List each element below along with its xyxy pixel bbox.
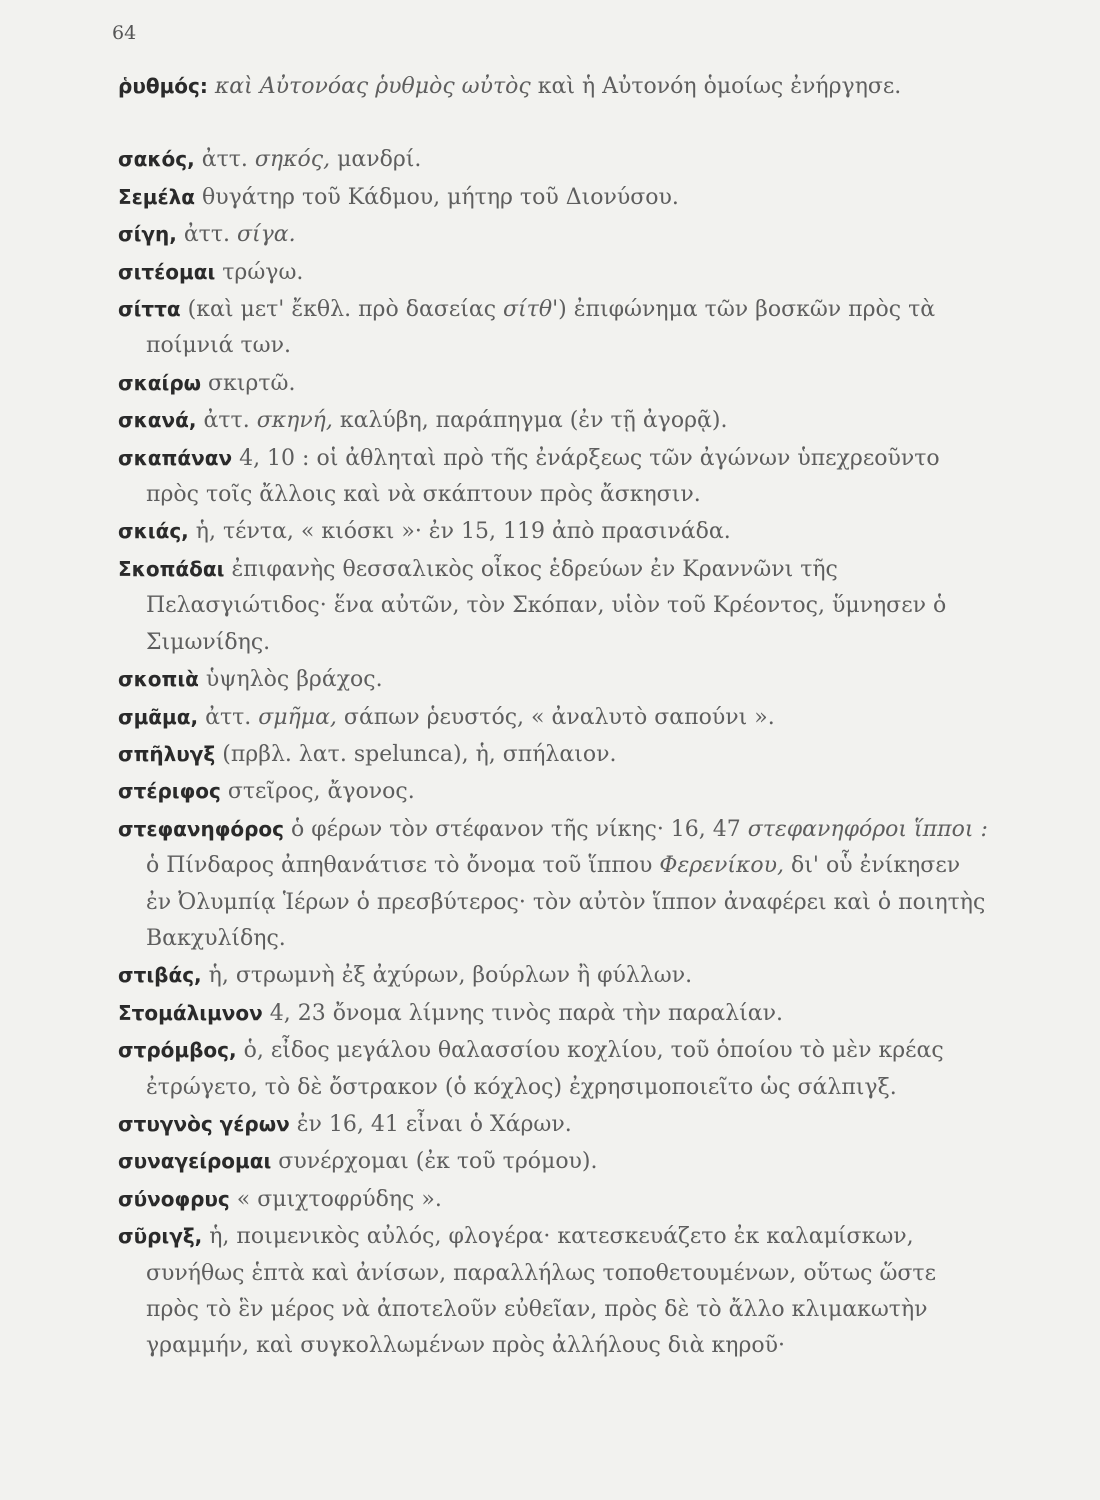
glossary-entry [118, 216, 988, 253]
glossary-entry [118, 402, 988, 439]
glossary-entry [118, 736, 988, 773]
entry-definition: 4, 10 : οἱ ἀθληταὶ πρὸ τῆς ἐνάρξεως τῶν ἀγώνων ὑπεχρεοῦντο πρὸς τοῖς ἄλλοις καὶ νὰ σκάπτουν πρὸς ἄσκησιν. [146, 445, 940, 508]
entry-definition: « σμιχτοφρύδης ». [229, 1186, 442, 1212]
entry-definition: ἡ, τέντα, « κιόσκι »· ἐν 15, 119 ἀπὸ πρασινάδα. [188, 519, 731, 545]
entry-definition: ὁ, εἶδος μεγάλου θαλασσίου κοχλίου, τοῦ ὁποίου τὸ μὲν κρέας ἐτρώγετο, τὸ δὲ ὄστρακον (ὁ κόχλος) ἐχρησιμοποιεῖτο ὡς σάλπιγξ. [146, 1038, 944, 1100]
entry-definition: στεῖρος, ἄγονος. [220, 779, 415, 805]
entry-headword: σακός, [118, 147, 195, 172]
entry-italic-text: σηκός, [254, 147, 331, 173]
entry-headword: Σκοπάδαι [118, 556, 225, 581]
glossary-entry [118, 551, 988, 661]
entry-definition [208, 74, 215, 99]
entry-headword: σίττα [118, 297, 181, 322]
glossary-entry [118, 254, 988, 291]
entry-definition: (καὶ μετ' ἔκθλ. πρὸ δασείας [180, 297, 504, 323]
glossary-entry [118, 995, 988, 1032]
entry-italic-text: καὶ Αὐτονόας ῥυθμὸς ωὐτὸς [214, 74, 531, 99]
entry-headword: σκαίρω [118, 370, 202, 395]
entry-definition: σκιρτῶ. [201, 370, 296, 396]
glossary-entry [118, 1143, 988, 1180]
entry-headword: σύνοφρυς [118, 1186, 230, 1211]
entry-headword: σιτέομαι [118, 259, 216, 284]
entry-italic-text: σκηνή, [256, 408, 333, 434]
glossary-entry [118, 141, 988, 178]
entry-definition: θυγάτηρ τοῦ Κάδμου, μήτηρ τοῦ Διονύσου. [195, 184, 679, 210]
entry-definition: συνέρχομαι (ἐκ τοῦ τρόμου). [271, 1149, 598, 1175]
entry-definition: ἐν 16, 41 εἶναι ὁ Χάρων. [289, 1111, 572, 1137]
entry-headword: ῥυθμός: [118, 74, 208, 98]
entry-definition: (πρβλ. λατ. spelunca), ἡ, σπήλαιον. [215, 741, 617, 767]
entry-headword: στιβάς, [118, 963, 202, 988]
entry-headword: στυγνὸς γέρων [118, 1111, 290, 1136]
entry-italic-text: Φερενίκου, [659, 853, 785, 879]
glossary-entry [118, 68, 988, 105]
entry-definition: ὁ Πίνδαρος ἀπηθανάτισε τὸ ὄνομα τοῦ ἵππου [146, 853, 660, 879]
glossary-entry [118, 291, 988, 365]
glossary-entry [118, 179, 988, 216]
entry-headword: σκοπιὰ [118, 667, 199, 692]
entry-definition: ) ἐπιφώνημα τῶν βοσκῶν πρὸς τὰ ποίμνιά των. [146, 297, 936, 359]
entry-definition: καλύβη, παράπηγμα (ἐν τῇ ἀγορᾷ). [332, 408, 728, 434]
entry-definition: ἀττ. [194, 147, 255, 173]
entry-headword: σμᾶμα, [118, 704, 199, 729]
entry-definition: ἀττ. [196, 408, 257, 434]
entry-definition: ἐπιφανὴς θεσσαλικὸς οἶκος ἑδρεύων ἐν Κραννῶνι τῆς Πελασγιώτιδος· ἕνα αὐτῶν, τὸν Σκόπαν, υἱὸν τοῦ Κρέοντος, ὕμνησεν ὁ Σιμωνίδης. [146, 556, 947, 655]
entry-italic-text: στεφανηφόροι ἵπποι : [747, 816, 988, 842]
entry-definition: ὁ φέρων τὸν στέφανον τῆς νίκης· 16, 47 [284, 816, 748, 842]
entry-headword: Σεμέλα [118, 184, 196, 209]
glossary-entry [118, 957, 988, 994]
entry-headword: στεφανηφόρος [118, 816, 285, 841]
glossary-entry [118, 661, 988, 698]
entry-definition: 4, 23 ὄνομα λίμνης τινὸς παρὰ τὴν παραλίαν. [262, 1000, 783, 1026]
entry-headword: στρόμβος, [118, 1038, 237, 1063]
entry-definition: ὑψηλὸς βράχος. [198, 667, 383, 693]
entry-headword: σπῆλυγξ [118, 741, 216, 766]
entry-headword: σίγη, [118, 222, 177, 247]
spacer [118, 105, 988, 141]
entry-headword: Στομάλιμνον [118, 1000, 263, 1025]
glossary-content [118, 68, 988, 1365]
entry-italic-text: σίτθ' [503, 297, 559, 323]
glossary-entry [118, 773, 988, 810]
entry-italic-text: σίγα. [237, 222, 296, 248]
glossary-entry [118, 1032, 988, 1106]
entry-headword: σκαπάναν [118, 445, 233, 470]
entry-headword: σῦριγξ, [118, 1224, 203, 1249]
entry-definition: ἀττ. [198, 704, 259, 730]
glossary-entry [118, 699, 988, 736]
entry-italic-text: σμῆμα, [258, 704, 337, 730]
entry-headword: σκανά, [118, 408, 197, 433]
entry-headword: συναγείρομαι [118, 1149, 272, 1174]
entry-definition: καὶ ἡ Αὐτονόη ὁμοίως ἐνήργησε. [530, 74, 902, 99]
entry-headword: στέριφος [118, 779, 221, 804]
entry-definition: μανδρί. [330, 147, 422, 173]
entry-definition: ἡ, ποιμενικὸς αὐλός, φλογέρα· κατεσκευάζετο ἐκ καλαμίσκων, συνήθως ἑπτὰ καὶ ἀνίσων, παραλλήλως τοποθετουμένων, οὕτως ὥστε πρὸς τὸ ἓν μέρος νὰ ἀποτελοῦν εὐθεῖαν, πρὸς δὲ τὸ ἄλλο κλιμακωτὴν γραμμήν, καὶ συγκολλωμένων πρὸς ἀλλήλους διὰ κηροῦ· [146, 1224, 936, 1359]
glossary-entry [118, 440, 988, 514]
entry-headword: σκιάς, [118, 519, 189, 544]
glossary-entry [118, 1106, 988, 1143]
glossary-entry [118, 365, 988, 402]
entry-definition: ἡ, στρωμνὴ ἐξ ἀχύρων, βούρλων ἢ φύλλων. [201, 963, 693, 989]
entry-definition: ἀττ. [176, 222, 238, 248]
entry-definition: δι' οὗ ἐνίκησεν ἐν Ὀλυμπίᾳ Ἱέρων ὁ πρεσβύτερος· τὸν αὐτὸν ἵππον ἀναφέρει καὶ ὁ ποιητὴς Βακχυλίδης. [146, 853, 986, 951]
entry-definition: σάπων ῥευστός, « ἀναλυτὸ σαπούνι ». [336, 704, 775, 730]
glossary-entry [118, 811, 988, 958]
glossary-entry [118, 513, 988, 550]
entry-definition: τρώγω. [215, 259, 304, 285]
glossary-entry [118, 1181, 988, 1218]
glossary-entry [118, 1218, 988, 1365]
page-number: 64 [112, 22, 137, 44]
